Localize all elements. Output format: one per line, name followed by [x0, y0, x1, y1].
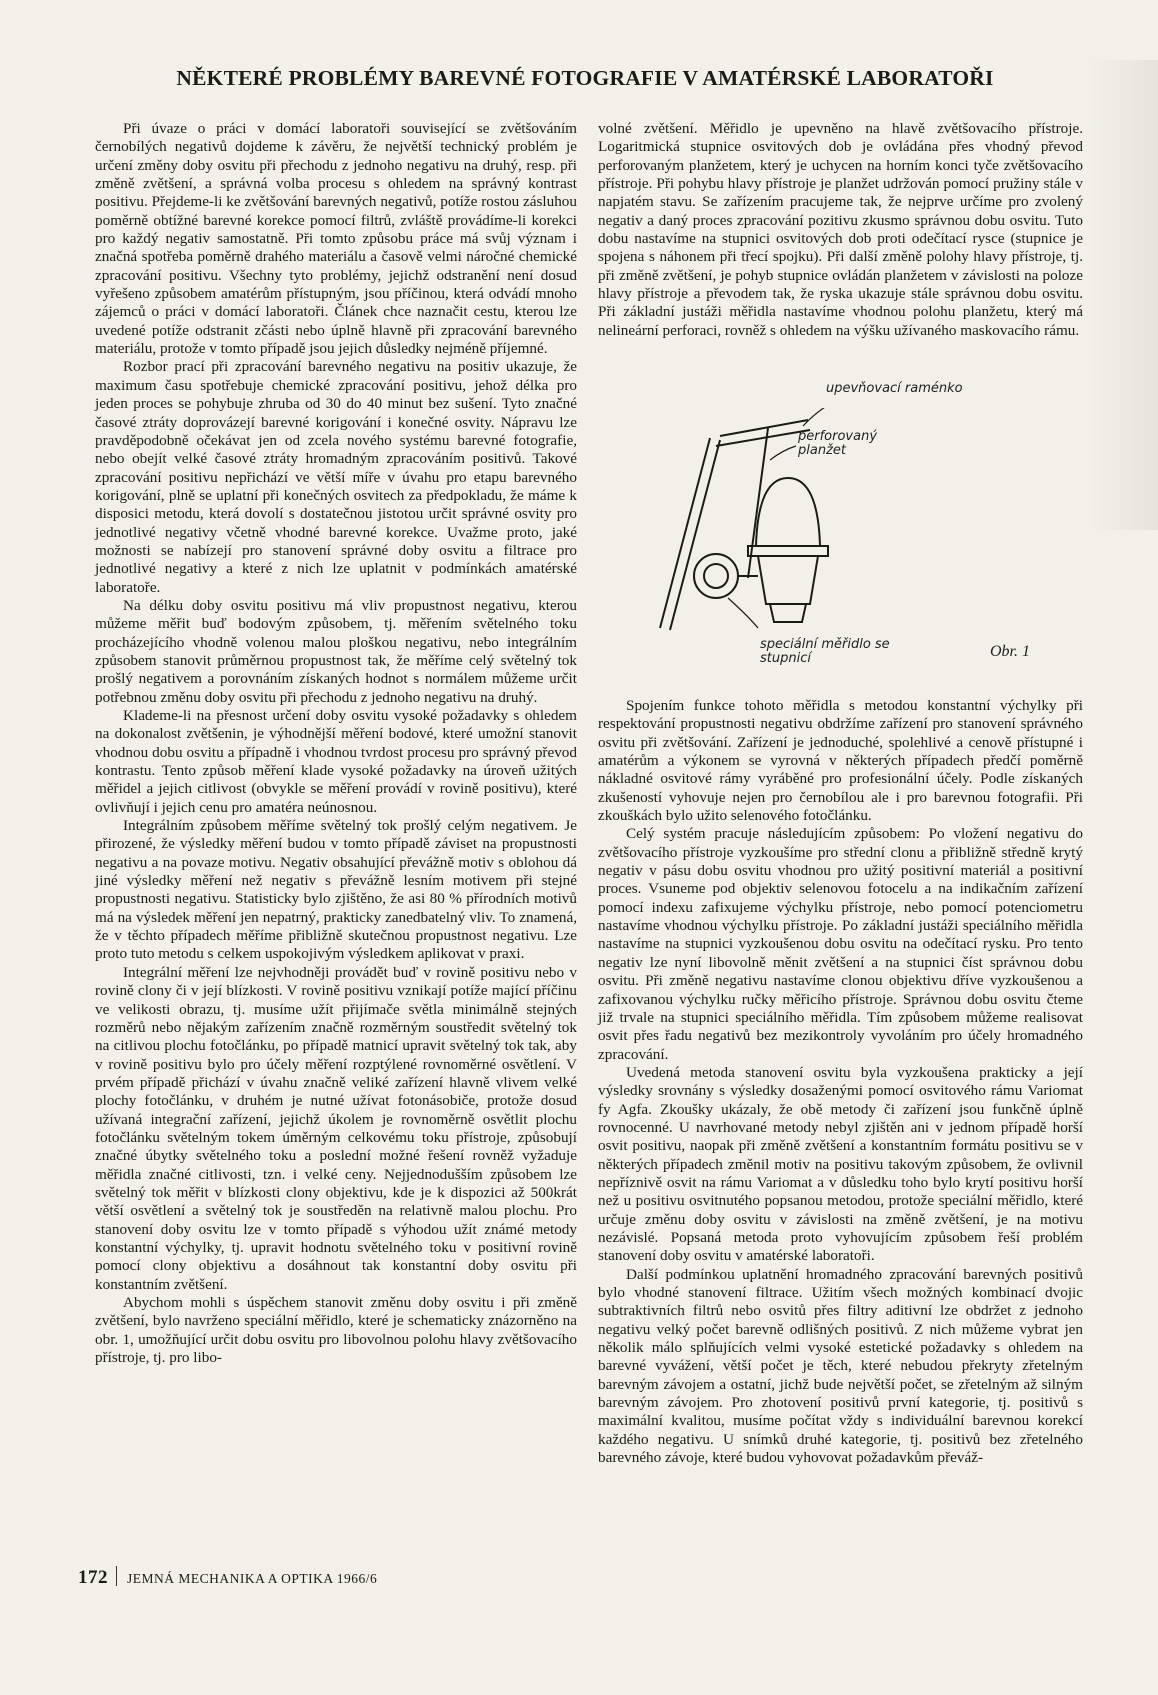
paragraph: Klademe-li na přesnost určení doby osvitu vysoké požadavky s ohledem na dokonalost zvětšenin, je výhodnější měření bodové, které umožní stanovit vhodnou dobu osvitu a případně i vhodnou tvrdost procesu pro správný převod kontrastu. Tento způsob měření klade vysoké požadavky na úroveň užitých měřidel a jejich citlivost (obvykle se měření provádí v rovině positivu), které ovlivňují i jejich cenu pro amatéra neúnosnou.	[95, 707, 577, 816]
page-number: 172	[78, 1567, 108, 1588]
right-column-bottom	[598, 697, 1083, 1467]
paragraph: Celý systém pracuje následujícím způsobem: Po vložení negativu do zvětšovacího přístroje vyzkoušíme pro střední clonu a přibližně středně krytý negativ v pásu dobu osvitu vhodnou pro užitý positivní materiál a positivní proces. Vsuneme pod objektiv selenovou fotocelu a na indikačním zařízení pomocí indexu zafixujeme výchylku přístroje, nebo pomocí potenciometru nastavíme vhodnou výchylku přístroje. Po základní justáži speciálního měřidla nastavíme na stupnici vyzkoušenou dobu osvitu na odečítací rysku. Pro tento negativ lze nyní libovolně měnit zvětšení a na stupnici číst správnou dobu osvitu. Při změně negativu nastavíme clonou objektivu dříve vyzkoušenou a zafixovanou výchylku ručky měřicího přístroje. Správnou dobu osvitu čteme již trvale na stupnici speciálního měřidla. Tím způsobem můžeme realisovat osvit přes řadu negativů bez mezikontroly vyvoláním pro účely hromadného zpracování.	[598, 825, 1083, 1063]
paragraph: Abychom mohli s úspěchem stanovit změnu doby osvitu i při změně zvětšení, bylo navrženo speciální měřidlo, které je schematicky znázorněno na obr. 1, umožňující určit dobu osvitu pro libovolnou polohu hlavy zvětšovacího přístroje, tj. pro libo-	[95, 1294, 577, 1367]
paragraph: Rozbor prací při zpracování barevného negativu na positiv ukazuje, že maximum času spotřebuje chemické zpracování positivu, jehož délka pro jeden proces se pohybuje zhruba od 30 do 40 minut bez sušení. Tyto značné časové ztráty doprovázejí barevné korigování i konečné osvity. Nápravu lze pravděpodobně očekávat jen od zcela nového systému barevné fotografie, nebo obejít velké časové ztráty hromadným zpracováním positivů. Takové zpracování positivu nepřichází ve větší míře v úvahu pro etapu barevného korigování, plně se uplatní při konečných osvitech za předpokladu, že máme k disposici metodu, která dovolí s dostatečnou jistotou určit správné osvity pro jednotlivé negativy včetně vhodné barevné korekce. Uvažme proto, jaké možnosti se nabízejí pro stanovení správné doby osvitu a filtrace pro jednotlivé negativy a které z nich lze uplatnit v podmínkách amatérské laboratoře.	[95, 358, 577, 596]
figure-enlarger-meter	[598, 381, 1088, 688]
paragraph: Spojením funkce tohoto měřidla s metodou konstantní výchylky při respektování propustnosti negativu obdržíme zařízení pro stanovení správného osvitu při zvětšování. Zařízení je jednoduché, spolehlivé a cenově přístupné i amatérům a výkonem se vyrovná v některých případech předčí poměrně nákladné osvitové rámy vyráběné pro profesionální účely. Podle získaných zkušeností vyhovuje nejen pro černobílou ale i pro barevnou fotografii. Při zkouškách bylo užito selenového fotočlánku.	[598, 697, 1083, 825]
page-footer	[78, 1566, 377, 1589]
page-edge-shadow	[1088, 60, 1158, 530]
paragraph: Při úvaze o práci v domácí laboratoři související se zvětšováním černobílých negativů dojdeme k závěru, že největší technický problém je určení změny doby osvitu při přechodu z jednoho negativu na druhý, resp. při změně zvětšení, a správná volba procesu s ohledem na správný kontrast positivu. Přejdeme-li ke zvětšování barevných negativů, potíže rostou zásluhou poměrně obtížné barevné korekce pomocí filtrů, zvláště provádíme-li korekci pro každý negativ samostatně. Při tomto způsobu práce má svůj význam i značná spotřeba poměrně drahého materiálu a časově velmi náročné chemické zpracování positivu. Všechny tyto problémy, jejichž odstranění není dosud vyřešeno způsobem amatérům přístupným, jsou příčinou, která odvádí mnoho zájemců o práci v domácí laboratoři. Článek chce naznačit cestu, kterou lze uvedené potíže odstranit zčásti nebo úplně hlavně při zpracování barevného materiálu, protože v tomto případě jsou jejich důsledky nejméně příjemné.	[95, 120, 577, 358]
paragraph: Na délku doby osvitu positivu má vliv propustnost negativu, kterou můžeme měřit buď bodovým způsobem, tj. měřením světelného toku procházejícího vhodně volenou malou ploškou negativu, nebo integrálním způsobem stanovit průměrnou propustnost tak, že měříme celý světelný tok prošlý negativem a porovnáním získaných hodnot s normálem můžeme určit potřebnou změnu doby osvitu při přechodu z jednoho negativu na druhý.	[95, 596, 577, 706]
journal-name: JEMNÁ MECHANIKA A OPTIKA 1966/6	[127, 1571, 378, 1586]
paragraph: Integrální měření lze nejvhodněji provádět buď v rovině positivu nebo v rovině clony či v její blízkosti. V rovině positivu vznikají potíže mající příčinu ve velikosti obrazu, tj. musíme užít přijímače světla minimálně stejných rozměrů nebo nějakým zařízením značně rozměrným soustředit světelný tok na citlivou plochu fotočlánku, po případě matnicí upravit světelný tok tak, aby v rovině positivu bylo pro účely měření rozptýlené rovnoměrné osvětlení. V prvém případě přichází v úvahu značně veliké zařízení hlavně vlivem velké plochy fotočlánku, v druhém je nutné užívat fotonásobiče, protože dosud užívaná integrační zařízení, jejichž úkolem je rovnoměrně osvětlit plochu fotočlánku světelným tokem úměrným celkovému toku přístroje, způsobují značné úbytky světelného toku a poslední možné řešení rovněž vyžaduje měřidla značné citlivosti, tzn. i velké ceny. Nejjednodušším způsobem lze světelný tok měřit v blízkosti clony objektivu, kde je k dispozici až 500krát větší osvětlení a světelný tok je soustředěn na relativně malou plochu. Pro stanovení doby osvitu lze v tomto případě s výhodou užít známé metody konstantní výchylky, tj. upravit hodnotu světelného toku v positivní rovině pomocí clony objektivu a dosáhnout tak konstantní doby osvitu při konstantním zvětšení.	[95, 963, 577, 1293]
label-mounting-arm: upevňovací raménko	[826, 381, 963, 396]
paragraph: volné zvětšení. Měřidlo je upevněno na hlavě zvětšovacího přístroje. Logaritmická stupnice osvitových dob je ovládána přes vhodný převod perforovaným planžetem, který je uchycen na horním konci tyče zvětšovacího přístroje. Při pohybu hlavy přístroje je planžet udržován pomocí pružiny stále v napjatém stavu. Se zařízením pracujeme tak, že nejprve určíme pro zvolený negativ a daný proces zpracování pozitivu zkusmo správnou dobu osvitu. Tuto dobu nastavíme na stupnici osvitových dob proti odečítací rysce (stupnice je spojena s náhonem při třecí spojku). Při další změně polohy hlavy přístroje, tj. při změně zvětšení, je pohyb stupnice ovládán planžetem v závislosti na poloze hlavy přístroje a převodem tak, že ryska ukazuje stále správnou dobu osvitu. Při základní justáži měřidla nastavíme vhodnou polohu planžetu, který má nelineární perforaci, rovněž s ohledem na výšku užívaného maskovacího rámu.	[598, 120, 1083, 339]
paragraph: Uvedená metoda stanovení osvitu byla vyzkoušena prakticky a její výsledky srovnány s výsledky dosaženými pomocí osvitového rámu Variomat fy Agfa. Zkoušky ukázaly, že obě metody či zařízení jsou funkčně úplně rovnocenné. U navrhované metody nebyl zjištěn ani v jednom případě horší osvit positivu, naopak při změně zvětšení a konstantním formátu positivu se v některých případech změnil motiv na positivu takovým způsobem, že ovlivnil nepříznivě osvit na rámu Variomat a v důsledku toho bylo krytí positivu horší než u positivu osvitnutého popsanou metodou, protože speciální měřidlo, které určuje změnu doby osvitu v závislosti na změně zvětšení, je na motivu nezávislé. Popsaná metoda proto vyhovujícím způsobem řeší problém stanovení doby osvitu v amatérské laboratoři.	[598, 1063, 1083, 1265]
paragraph: Integrálním způsobem měříme světelný tok prošlý celým negativem. Je přirozené, že výsledky měření budou v tomto případě záviset na propustnosti negativu a na povaze motivu. Negativ obsahující převážně motiv s oblohou dá jiné výsledky měření než negativ s převážně lesním motivem při stejné propustnosti negativu. Statisticky bylo zjištěno, že asi 80 % přírodních motivů má na výsledek měření jen nepatrný, prakticky zanedbatelný vliv. To znamená, že v těchto případech měříme přibližně skutečnou propustnost negativu. Lze proto tuto metodu s celkem uspokojivým výsledkem aplikovat v praxi.	[95, 817, 577, 963]
right-column-top	[598, 120, 1083, 340]
label-special-meter: speciální měřidlo se stupnicí	[760, 637, 890, 666]
label-perforated-strip: perforovaný planžet	[798, 429, 878, 458]
left-column	[95, 120, 577, 1367]
article-title: NĚKTERÉ PROBLÉMY BAREVNÉ FOTOGRAFIE V AMATÉRSKÉ LABORATOŘI	[176, 66, 994, 90]
figure-caption: Obr. 1	[990, 643, 1031, 660]
footer-divider	[116, 1566, 117, 1586]
paragraph: Další podmínkou uplatnění hromadného zpracování barevných positivů bylo vhodné stanovení filtrace. Užitím všech možných kombinací dvojic subtraktivních filtrů nebo osvitů přes filtry aditivní lze obdržet z jednoho negativu velký počet barevně odlišných positivů. Z nich můžeme vybrat jen několik málo splňujících velmi vysoké estetické požadavky s ohledem na barevné vyvážení, větší počet je těch, které nebudou překryty zřetelným barevným závojem a ostatní, jichž bude největší počet, se zřetelným až silným barevným závojem. Pro zhotovení positivů první kategorie, tj. positivů s maximální kvalitou, musíme počítat vždy s individuální barevnou korekcí každého negativu. U snímků druhé kategorie, tj. positivů bez zřetelného barevného závoje, které budou vyhovovat požadavkům převáž-	[598, 1265, 1083, 1467]
